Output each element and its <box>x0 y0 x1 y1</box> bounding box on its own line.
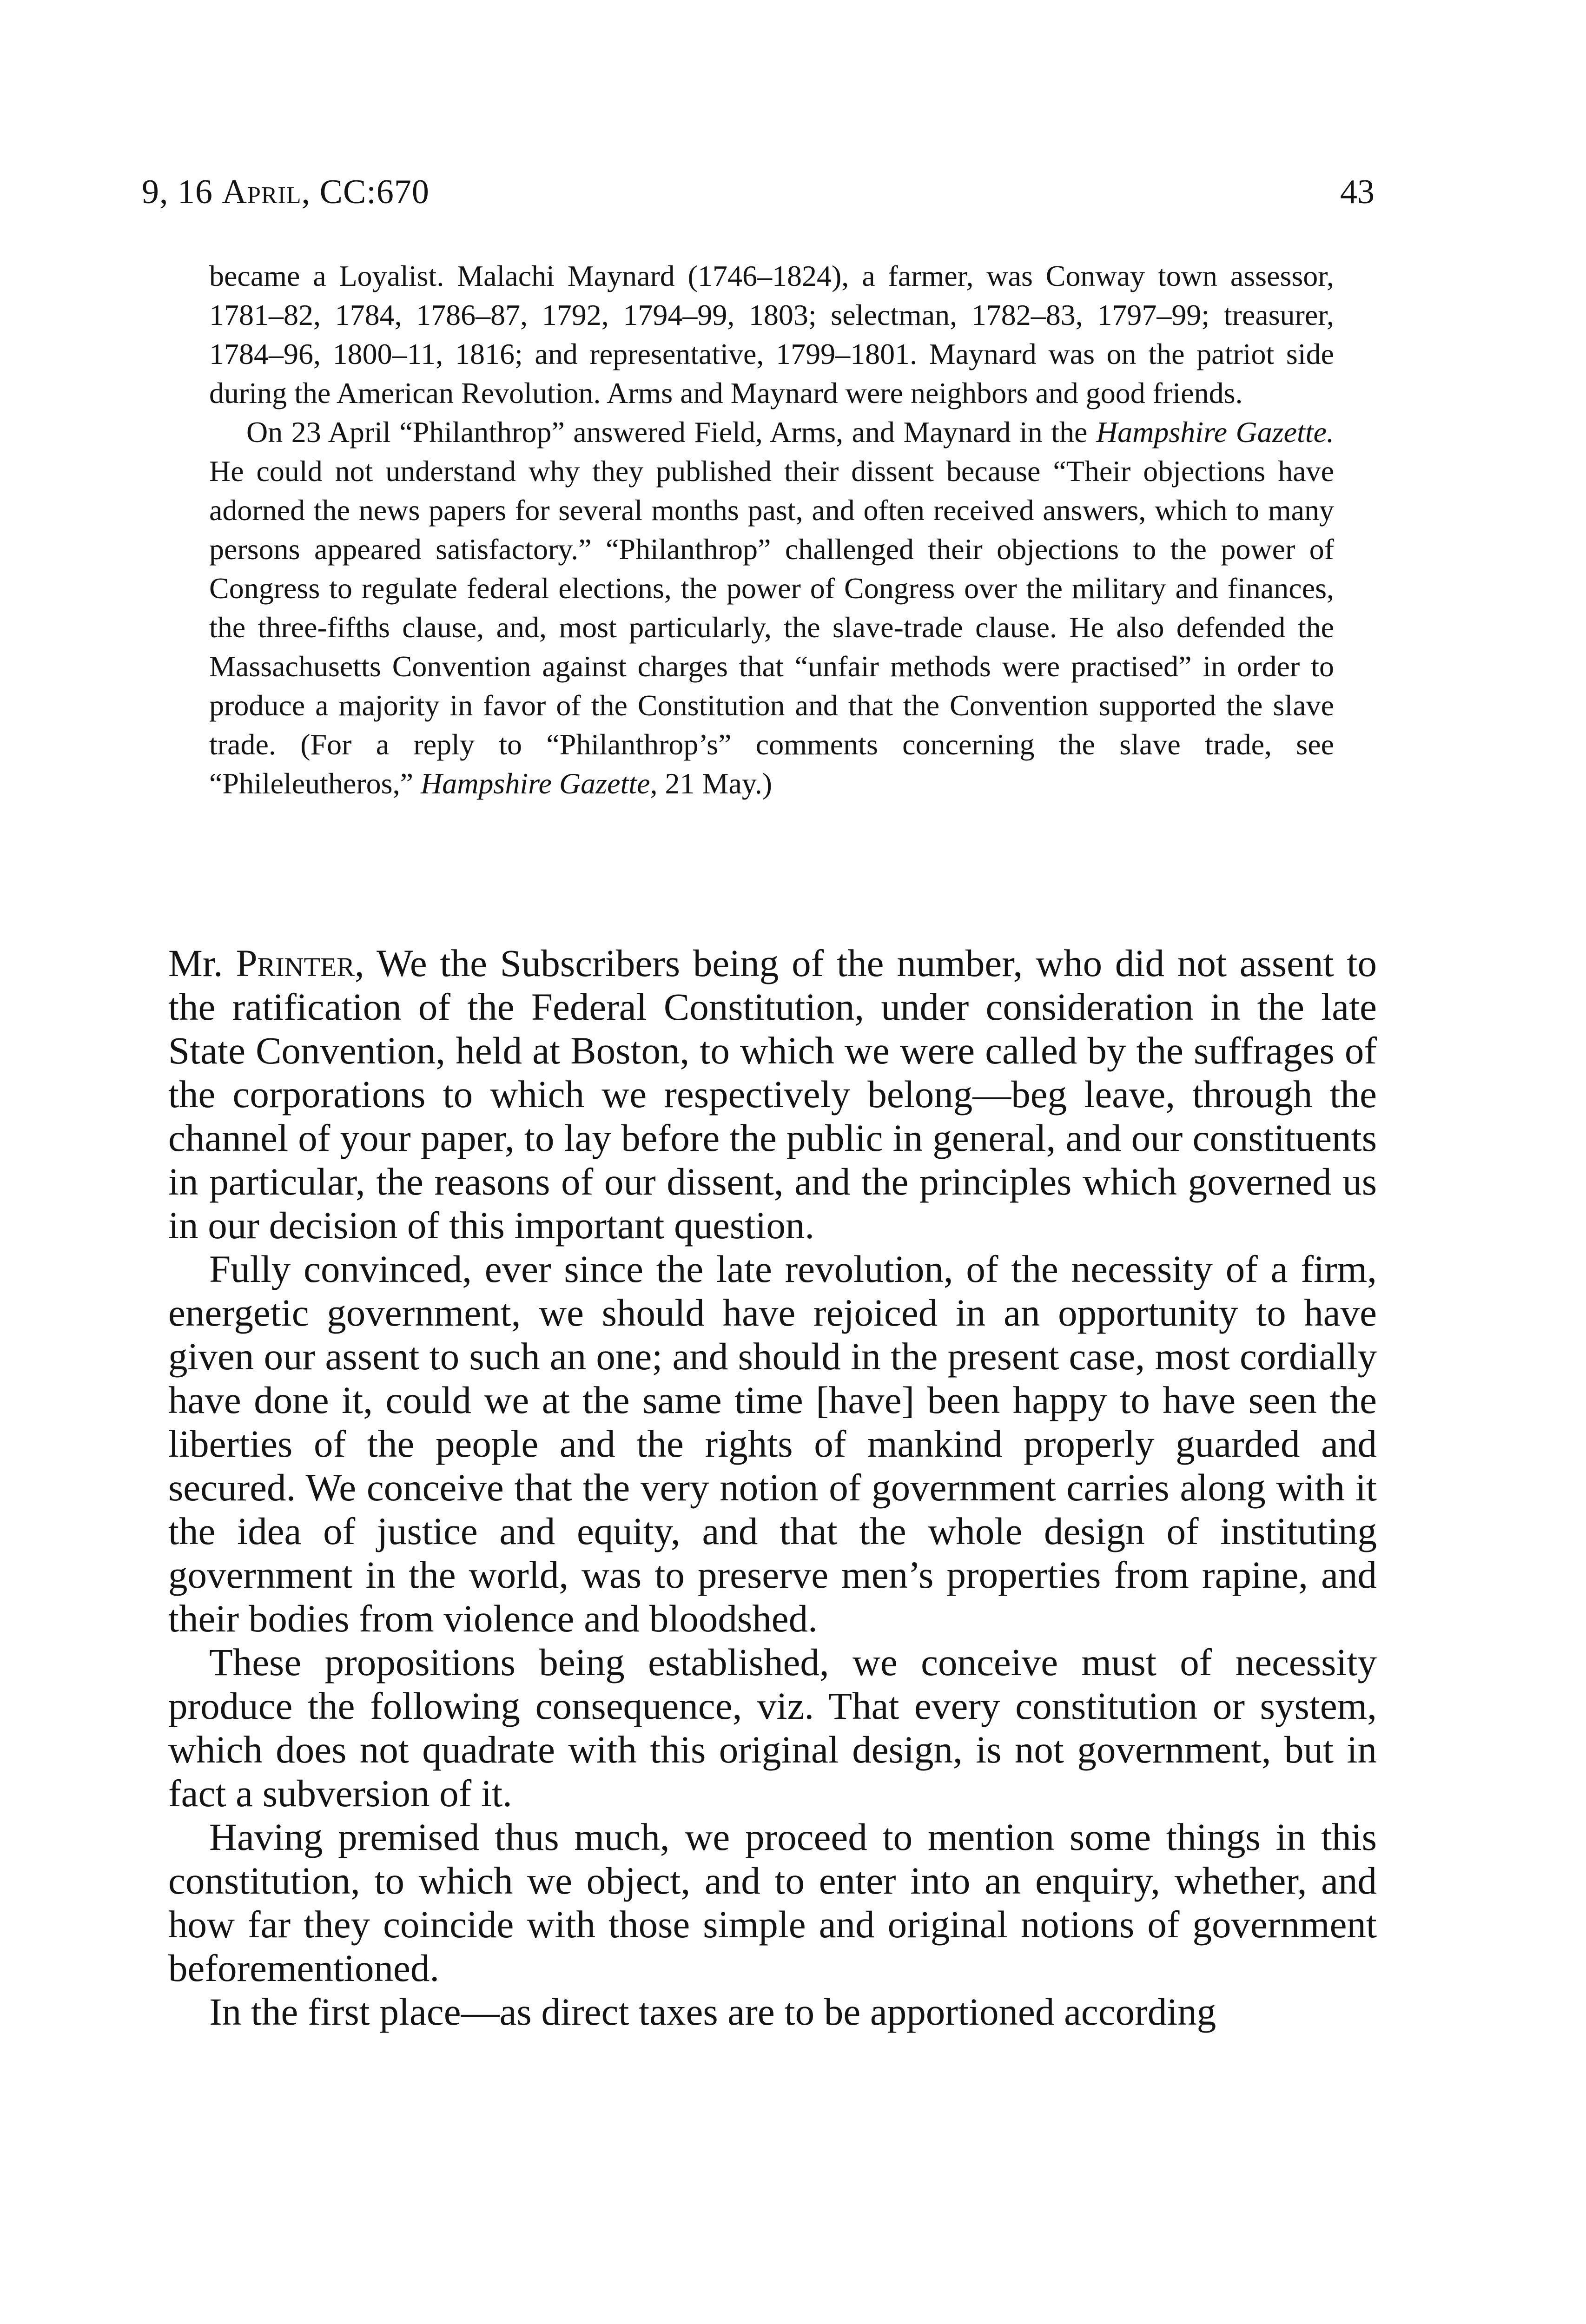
running-head-month: April <box>222 173 302 211</box>
note-p2-text-a: On 23 April “Philanthrop” answered Field, Arms, and Maynard in the <box>246 416 1096 449</box>
note-p2-text-c: 21 May.) <box>657 767 772 800</box>
body-p1-text: , We the Subscribers being of the number, who did not assent to the ratification of the Federal Constitution, under consideration in the late State Convention, held at Boston, to which we were called by the suffrages of the corporations to which we respectively belong—beg leave, through the channel of your paper, to lay before the public in general, and our constituents in particular, the reasons of our dissent, and the principles which governed us in our decision of this important question. <box>168 942 1377 1247</box>
note-p2-italic-1: Hampshire Gazette. <box>1096 416 1335 449</box>
running-head-prefix: 9, 16 <box>142 173 222 211</box>
body-paragraph-2: Fully convinced, ever since the late revolution, of the necessity of a firm, energetic government, we should have rejoiced in an opportunity to have given our assent to such an one; and should in the present case, most cordially have done it, could we at the same time [have] been happy to have seen the liberties of the people and the rights of mankind properly guarded and secured. We conceive that the very notion of government carries along with it the idea of justice and equity, and that the whole design of instituting government in the world, was to preserve men’s properties from rapine, and their bodies from violence and bloodshed. <box>168 1248 1377 1640</box>
body-p1-printer: Printer <box>236 942 355 984</box>
running-head <box>142 171 430 213</box>
note-p2-text-b: He could not understand why they published their dissent because “Their objections have adorned the news papers for several months past, and often received answers, which to many persons appeared satisfactory.” “Philanthrop” challenged their objections to the power of Congress to regulate federal elections, the power of Congress over the military and finances, the three-fifths clause, and, most particularly, the slave-trade clause. He also defended the Massachusetts Convention against charges that “unfair methods were practised” in order to produce a majority in favor of the Constitution and that the Convention supported the slave trade. (For a reply to “Philanthrop’s” comments concerning the slave trade, see “Phileleutheros,” <box>209 455 1334 800</box>
body-paragraph-4: Having premised thus much, we proceed to mention some things in this constitution, to which we object, and to enter into an enquiry, whether, and how far they coincide with those simple and original notions of government beforementioned. <box>168 1816 1377 1989</box>
running-head-suffix: , CC:670 <box>301 173 430 211</box>
body-paragraph-5: In the first place—as direct taxes are to be apportioned according <box>209 1990 1216 2033</box>
note-paragraph-1: became a Loyalist. Malachi Maynard (1746–1824), a farmer, was Conway town assessor, 1781–82, 1784, 1786–87, 1792, 1794–99, 1803; selectman, 1782–83, 1797–99; treasurer, 1784–96, 1800–11, 1816; and representative, 1799–1801. Maynard was on the patriot side during the American Revolution. Arms and Maynard were neighbors and good friends. <box>209 259 1334 409</box>
document-body <box>168 941 1377 2034</box>
note-paragraph-2 <box>209 413 1334 803</box>
body-paragraph-1 <box>168 941 1377 1247</box>
editorial-note <box>209 257 1334 803</box>
body-paragraph-3: These propositions being established, we conceive must of necessity produce the following consequence, viz. That every constitution or system, which does not quadrate with this original design, is not government, but in fact a subversion of it. <box>168 1641 1377 1815</box>
body-p1-lead: Mr. <box>168 942 236 984</box>
note-p2-italic-2: Hampshire Gazette, <box>420 767 658 800</box>
page-number: 43 <box>1340 173 1375 211</box>
